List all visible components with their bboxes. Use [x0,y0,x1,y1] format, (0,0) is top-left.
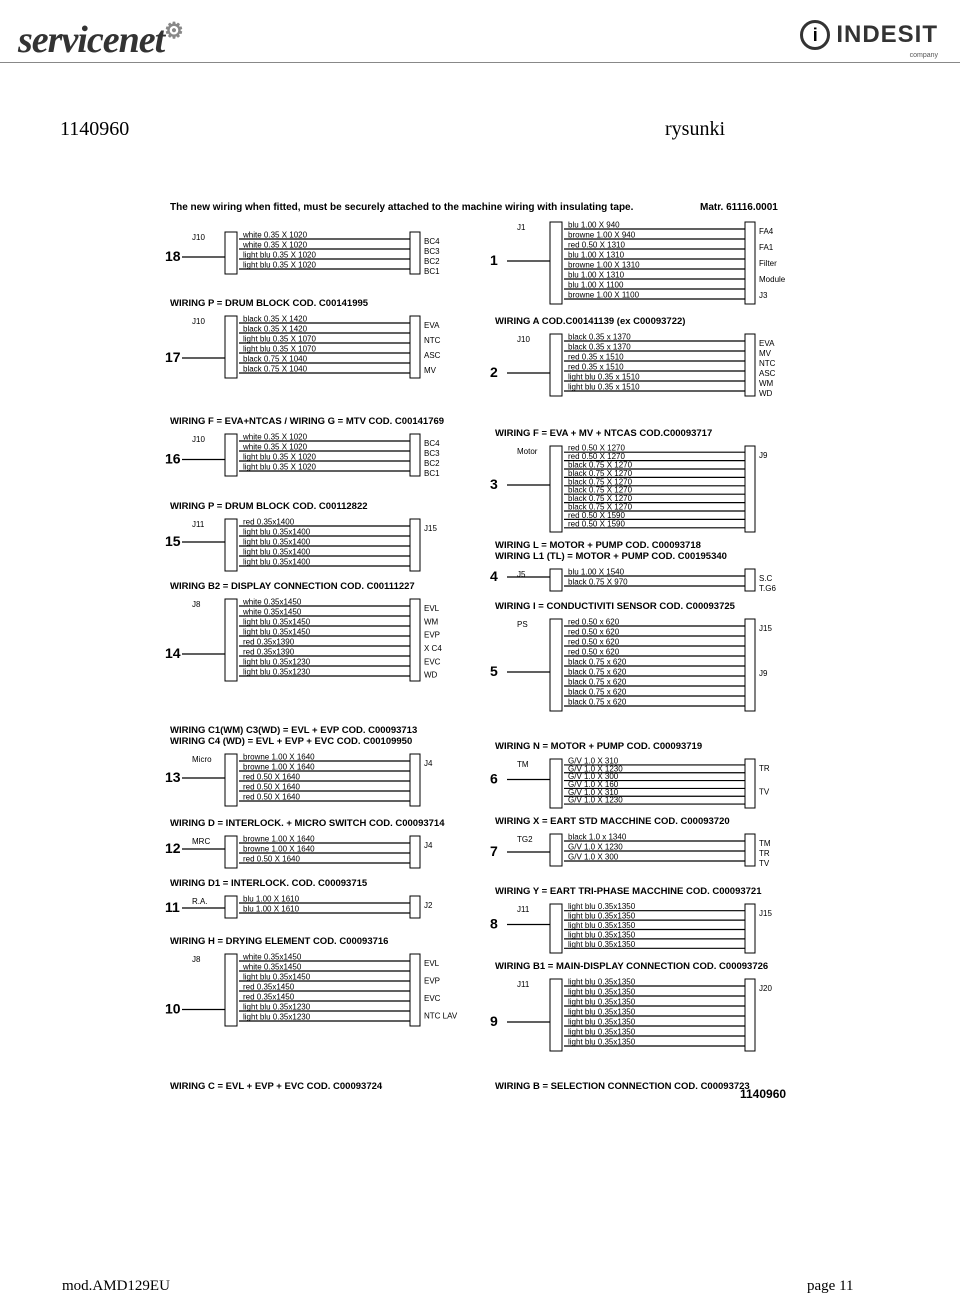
block-label: J10 [517,335,530,344]
terminal-label: Module [759,275,786,284]
wiring-caption: WIRING I = CONDUCTIVITI SENSOR COD. C00093725 [495,601,735,612]
wire-label: light blu 0.35x1230 [243,1002,311,1012]
wire-label: light blu 0.35x1400 [243,537,311,547]
wire-label: light blu 0.35x1350 [568,997,636,1007]
terminal-label: BC1 [424,267,440,276]
wiring-caption: WIRING Y = EART TRI-PHASE MACCHINE COD. C00093721 [495,886,762,897]
wire-label: browne 1.00 X 940 [568,230,636,240]
terminal-label: BC3 [424,449,440,458]
block-label: TM [517,760,529,769]
document-section: rysunki [665,118,725,140]
wire-label: light blu 0.35x1400 [243,527,311,537]
wire-label: light blu 0.35x1350 [568,1017,636,1027]
wire-label: light blu 0.35 X 1020 [243,250,316,260]
connector [225,836,237,868]
terminal-block [410,519,420,571]
block-number: 2 [490,364,498,380]
wiring-caption: WIRING C = EVL + EVP + EVC COD. C00093724 [170,1081,383,1092]
wiring-block-16 [165,433,440,513]
connector [550,619,562,711]
wire-label: white 0.35x1450 [243,962,302,972]
wire-label: blu 1.00 X 1310 [568,270,625,280]
block-label: J10 [192,317,205,326]
wire-label: red 0.35 x 1510 [568,352,624,362]
diagram-matr: Matr. 61116.0001 [700,202,778,213]
terminal-label: T.G6 [759,584,776,593]
right-wiring-column [490,221,786,1093]
wire-label: light blu 0.35x1350 [568,930,636,940]
block-label: J8 [192,600,201,609]
connector [225,434,237,476]
terminal-label: J2 [424,901,433,910]
block-number: 11 [165,899,180,915]
wire-label: light blu 0.35 X 1020 [243,462,316,472]
connector [225,599,237,681]
block-number: 17 [165,349,181,365]
wire-label: black 0.75 x 620 [568,687,627,697]
block-number: 1 [490,252,498,268]
block-number: 8 [490,915,498,932]
wire-label: light blu 0.35x1230 [243,1012,311,1022]
connector [225,754,237,806]
wire-label: light blu 0.35x1350 [568,987,636,997]
wire-label: red 0.35x1400 [243,517,295,527]
wiring-block-10 [165,953,458,1093]
wire-label: red 0.50 x 620 [568,617,620,627]
terminal-label: ASC [759,369,776,378]
wire-label: red 0.35x1390 [243,647,295,657]
connector [550,569,562,591]
terminal-label: TM [759,839,771,848]
terminal-label: EVL [424,959,440,968]
terminal-label: TR [759,849,770,858]
terminal-label: J15 [424,524,437,533]
wire-label: light blu 0.35 x 1510 [568,372,640,382]
wiring-block-12 [165,835,433,890]
block-number: 18 [165,248,181,264]
block-label: J11 [517,905,530,914]
indesit-emblem-icon: i [800,20,830,50]
block-label: Motor [517,447,538,456]
wiring-caption: WIRING C1(WM) C3(WD) = EVL + EVP COD. C00093713 [170,725,418,736]
connector [550,334,562,396]
block-label: MRC [192,837,211,846]
diagram-intro: The new wiring when fitted, must be securely attached to the machine wiring with insulating tape. [170,202,634,213]
wiring-caption: WIRING H = DRYING ELEMENT COD. C00093716 [170,936,389,947]
block-number: 15 [165,533,181,549]
terminal-label: WM [424,617,439,627]
wire-label: white 0.35x1450 [243,597,302,607]
terminal-label: NTC [424,336,441,345]
terminal-block [745,979,755,1051]
wiring-caption: WIRING F = EVA + MV + NTCAS COD.C00093717 [495,428,713,439]
wiring-caption: WIRING B = SELECTION CONNECTION COD. C00093723 [495,1081,750,1092]
wire-label: browne 1.00 X 1100 [568,290,640,300]
terminal-label: MV [424,366,436,375]
servicenet-logo: servicenet⚙ [18,18,183,61]
wire-label: red 0.50 x 620 [568,637,620,647]
wire-label: light blu 0.35x1350 [568,902,636,912]
wiring-caption: WIRING X = EART STD MACCHINE COD. C00093720 [495,816,730,827]
block-number: 9 [490,1013,498,1029]
wiring-block-11 [165,895,433,948]
terminal-label: EVP [424,976,441,986]
wire-label: light blu 0.35 X 1020 [243,260,316,270]
wire-label: red 0.50 X 1310 [568,240,625,250]
wire-label: light blu 0.35 x 1510 [568,382,640,392]
block-number: 10 [165,1000,181,1017]
terminal-label: NTC [759,359,776,368]
wiring-block-17 [165,315,444,428]
block-number: 4 [490,568,498,584]
wiring-block-4 [490,568,776,613]
connector [550,446,562,532]
terminal-label: J3 [759,291,768,300]
wire-label: black 0.75 X 1270 [568,494,633,504]
wire-label: red 0.50 X 1640 [243,782,300,792]
terminal-block [745,334,755,396]
wire-label: light blu 0.35x1450 [243,972,311,982]
wiring-block-7 [490,833,771,898]
terminal-label: NTC LAV [424,1011,458,1021]
wire-label: light blu 0.35x1400 [243,557,311,567]
wire-label: light blu 0.35 X 1070 [243,344,316,354]
terminal-label: X C4 [424,644,442,653]
connector [225,896,237,918]
terminal-block [745,834,755,866]
wire-label: red 0.35 x 1510 [568,362,624,372]
connector [225,232,237,274]
wiring-block-14 [165,598,442,748]
wire-label: black 0.75 x 620 [568,697,627,707]
wire-label: blu 1.00 X 1610 [243,894,300,904]
terminal-label: MV [759,349,771,358]
terminal-label: TV [759,859,770,868]
connector [550,759,562,808]
terminal-label: BC4 [424,237,440,246]
wire-label: white 0.35 X 1020 [243,432,308,442]
page-header [0,0,960,63]
wire-label: light blu 0.35x1350 [568,911,636,921]
block-label: TG2 [517,835,533,844]
connector [225,954,237,1026]
wire-label: black 0.35 x 1370 [568,342,631,352]
wire-label: black 0.75 X 1270 [568,502,633,512]
wiring-caption: WIRING D = INTERLOCK. + MICRO SWITCH COD. C00093714 [170,818,445,829]
terminal-label: ASC [424,351,441,360]
wiring-caption: WIRING L1 (TL) = MOTOR + PUMP COD. C00195340 [495,551,727,562]
wire-label: browne 1.00 X 1640 [243,752,315,762]
wiring-block-3 [490,444,768,562]
wire-label: blu 1.00 X 1310 [568,250,625,260]
terminal-label: J9 [759,669,768,678]
wire-label: light blu 0.35x1450 [243,627,311,637]
connector [550,979,562,1051]
wire-label: red 0.50 X 1640 [243,772,300,782]
wiring-block-8 [490,902,772,972]
terminal-label: TR [759,764,770,773]
terminal-block [745,222,755,304]
terminal-label: WD [424,670,438,680]
wiring-block-9 [490,978,772,1093]
terminal-block [410,954,420,1026]
terminal-label: EVA [424,321,440,330]
terminal-label: J15 [759,909,772,918]
wire-label: light blu 0.35x1350 [568,1007,636,1017]
wire-label: white 0.35 X 1020 [243,442,308,452]
block-label: J5 [517,570,526,579]
wire-label: red 0.35x1450 [243,992,295,1002]
wire-label: G/V 1.0 X 310 [568,787,619,797]
wire-label: G/V 1.0 X 160 [568,779,619,789]
block-number: 13 [165,769,181,785]
wire-label: white 0.35x1450 [243,952,302,962]
wiring-block-15 [165,518,437,593]
wire-label: light blu 0.35x1450 [243,617,311,627]
wire-label: black 0.75 x 620 [568,667,627,677]
wiring-caption: WIRING N = MOTOR + PUMP COD. C00093719 [495,741,703,752]
terminal-block [745,904,755,953]
wire-label: red 0.50 X 1270 [568,452,625,462]
terminal-label: TV [759,787,770,797]
wire-label: black 0.75 X 1270 [568,485,633,495]
wire-label: light blu 0.35x1350 [568,1037,636,1047]
terminal-label: EVP [424,630,441,640]
wiring-block-18 [165,231,440,310]
diagram-stamp: 1140960 [740,1087,787,1101]
wire-label: red 0.50 X 1270 [568,443,625,453]
terminal-block [745,759,755,808]
terminal-block [410,316,420,378]
terminal-label: EVC [424,994,441,1003]
wire-label: red 0.50 x 620 [568,647,620,657]
wire-label: G/V 1.0 X 1230 [568,764,623,774]
wire-label: black 0.75 X 1270 [568,468,633,478]
wire-label: black 0.75 x 620 [568,677,627,687]
wiring-caption: WIRING F = EVA+NTCAS / WIRING G = MTV COD. C00141769 [170,416,445,427]
wire-label: black 0.75 X 1040 [243,354,308,364]
terminal-block [410,434,420,476]
wire-label: G/V 1.0 X 1230 [568,795,623,805]
wire-label: light blu 0.35x1350 [568,1027,636,1037]
terminal-label: WM [759,379,774,388]
wiring-caption: WIRING P = DRUM BLOCK COD. C00112822 [170,501,368,512]
wire-label: white 0.35 X 1020 [243,230,308,240]
block-label: J1 [517,223,526,232]
wire-label: browne 1.00 X 1640 [243,762,315,772]
wire-label: black 1.0 x 1340 [568,832,627,842]
wire-label: G/V 1.0 X 1230 [568,842,623,852]
connector [550,834,562,866]
block-label: J10 [192,435,205,444]
wiring-caption: WIRING P = DRUM BLOCK COD. C00141995 [170,298,369,309]
connector [225,316,237,378]
wire-label: red 0.50 X 1640 [243,792,300,802]
terminal-label: FA4 [759,227,774,236]
wiring-block-13 [165,753,445,830]
wire-label: white 0.35x1450 [243,607,302,617]
block-label: J11 [517,980,530,989]
wire-label: black 0.75 X 1270 [568,460,633,470]
wiring-caption: WIRING D1 = INTERLOCK. COD. C00093715 [170,878,368,889]
wire-label: light blu 0.35 X 1020 [243,452,316,462]
wire-label: G/V 1.0 X 310 [568,756,619,766]
wire-label: white 0.35 X 1020 [243,240,308,250]
wire-label: browne 1.00 X 1640 [243,834,315,844]
terminal-label: J9 [759,451,768,460]
wire-label: red 0.50 X 1590 [568,519,625,529]
terminal-label: FA1 [759,243,774,252]
terminal-label: BC4 [424,439,440,448]
wire-label: red 0.35x1450 [243,982,295,992]
gear-icon: ⚙ [164,18,183,43]
wire-label: red 0.50 X 1640 [243,854,300,864]
wiring-block-2 [490,333,776,440]
terminal-label: J4 [424,759,433,768]
wire-label: light blu 0.35x1230 [243,657,311,667]
block-number: 16 [165,450,181,467]
connector [225,519,237,571]
block-number: 3 [490,476,498,492]
wire-label: G/V 1.0 X 300 [568,852,619,862]
terminal-label: J20 [759,984,772,993]
terminal-label: BC2 [424,459,440,468]
block-number: 5 [490,663,498,679]
terminal-label: J15 [759,624,772,633]
wire-label: light blu 0.35x1350 [568,939,636,949]
block-label: J8 [192,955,201,964]
terminal-block [745,569,755,591]
terminal-block [410,836,420,868]
wire-label: black 0.35 x 1370 [568,332,631,342]
terminal-block [410,754,420,806]
wire-label: red 0.50 x 620 [568,627,620,637]
block-number: 12 [165,840,181,856]
footer-page: page 11 [807,1278,854,1294]
connector [550,904,562,953]
wire-label: black 0.35 X 1420 [243,314,308,324]
terminal-block [410,896,420,918]
wire-label: black 0.35 X 1420 [243,324,308,334]
terminal-label: BC3 [424,247,440,256]
wire-label: browne 1.00 X 1310 [568,260,640,270]
block-label: Micro [192,755,212,764]
block-number: 6 [490,770,498,787]
wiring-block-6 [490,756,770,827]
block-label: J10 [192,233,205,242]
wire-label: black 0.75 x 620 [568,657,627,667]
terminal-label: Filter [759,259,777,268]
terminal-block [745,619,755,711]
terminal-block [410,232,420,274]
terminal-label: WD [759,389,773,398]
terminal-block [410,599,420,681]
terminal-label: BC1 [424,469,440,478]
wiring-caption: WIRING A COD.C00141139 (ex C00093722) [495,316,686,327]
wire-label: blu 1.00 X 940 [568,220,620,230]
wire-label: blu 1.00 X 1610 [243,904,300,914]
wire-label: light blu 0.35x1350 [568,921,636,930]
wire-label: light blu 0.35x1350 [568,977,636,987]
terminal-label: EVA [759,339,775,348]
wiring-diagram [155,192,815,1112]
wire-label: blu 1.00 X 1100 [568,280,624,290]
block-label: J11 [192,520,205,529]
wire-label: browne 1.00 X 1640 [243,844,315,854]
wire-label: light blu 0.35x1400 [243,547,311,557]
terminal-label: EVL [424,604,440,613]
wire-label: light blu 0.35x1230 [243,667,311,677]
wire-label: black 0.75 X 970 [568,577,628,587]
wiring-caption: WIRING B1 = MAIN-DISPLAY CONNECTION COD. C00093726 [495,961,769,972]
wire-label: light blu 0.35 X 1070 [243,334,316,344]
wire-label: black 0.75 X 1270 [568,477,633,487]
left-wiring-column [165,231,458,1093]
wiring-block-1 [490,221,786,328]
wire-label: black 0.75 X 1040 [243,364,308,374]
terminal-label: EVC [424,657,441,667]
terminal-block [745,446,755,532]
document-number: 1140960 [60,118,130,140]
block-number: 14 [165,645,181,661]
indesit-logo: i INDESIT company [800,20,938,50]
wire-label: red 0.50 X 1590 [568,510,625,520]
block-label: PS [517,620,528,629]
block-number: 7 [490,843,498,859]
footer-model: mod.AMD129EU [62,1278,170,1294]
wiring-block-5 [490,618,772,753]
block-label: R.A. [192,897,208,906]
terminal-label: S.C [759,574,773,583]
wiring-caption: WIRING C4 (WD) = EVL + EVP + EVC COD. C00109950 [170,736,413,747]
wiring-caption: WIRING B2 = DISPLAY CONNECTION COD. C00111227 [170,581,415,592]
wire-label: red 0.35x1390 [243,637,295,647]
wire-label: G/V 1.0 X 300 [568,772,619,782]
wire-label: blu 1.00 X 1540 [568,567,625,577]
terminal-label: BC2 [424,257,440,266]
connector [550,222,562,304]
wiring-caption: WIRING L = MOTOR + PUMP COD. C00093718 [495,540,701,551]
terminal-label: J4 [424,841,433,850]
